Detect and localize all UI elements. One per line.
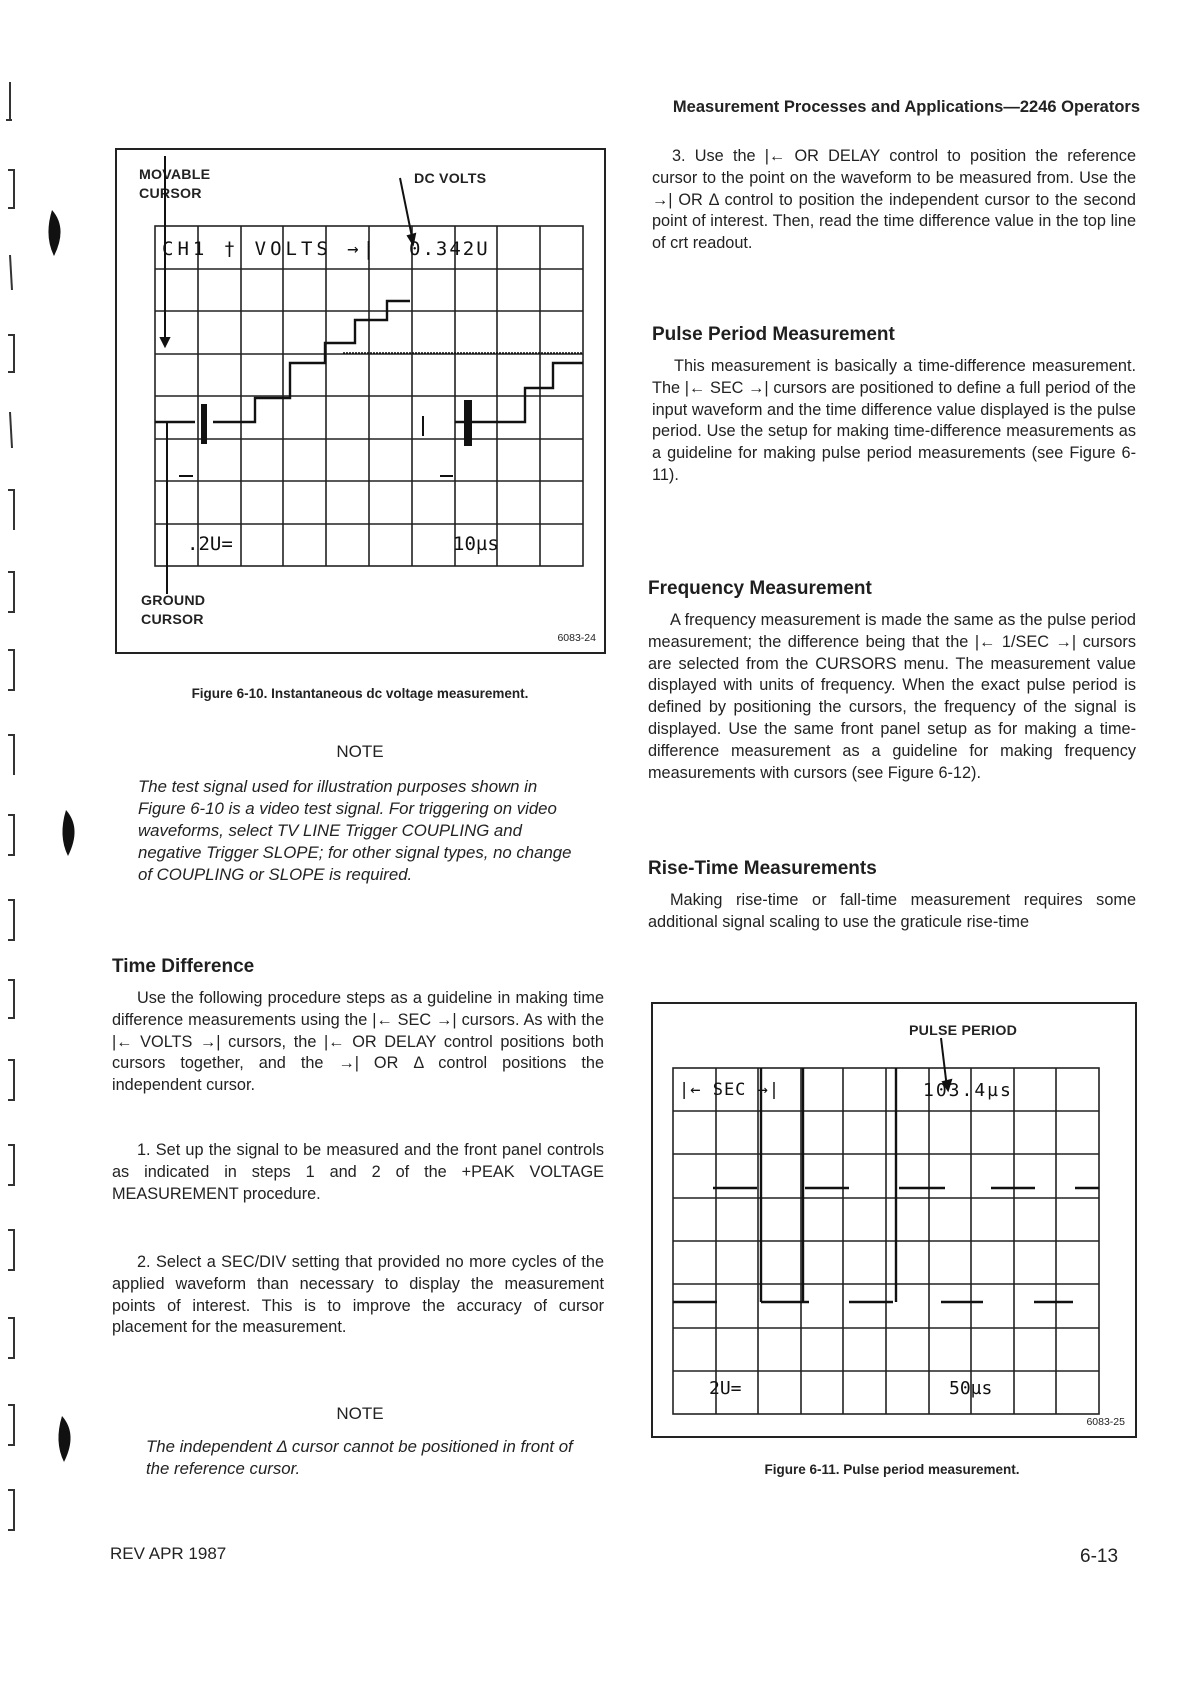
figure-6-10-caption: Figure 6-10. Instantaneous dc voltage measurement. [191,686,529,701]
time-difference-step-2: 2. Select a SEC/DIV setting that provided no more cycles of the applied waveform than necessary to display the measurement points of interest. This is to improve the accuracy of cursor placement for the measurement. [112,1253,604,1337]
frequency-body: A frequency measurement is made the same as the pulse period measurement; the difference being that the |← 1/SEC →| cursors are selected from the CURSORS menu. The measurement value displayed with units of frequency. When the exact pulse period is defined by positioning the cursors, the frequency of the signal is displayed. Use the same front panel setup as for making a time-difference measurement as a guideline for making frequency measurements with cursors (see Figure 6-12). [648,611,1136,782]
crt-readout-value: 0.342U [409,238,490,260]
note-2-title: NOTE [336,1404,384,1423]
note-1-title: NOTE [336,742,384,761]
note-1-body: The test signal used for illustration purposes shown in Figure 6-10 is a video test signal. For triggering on video waveforms, select TV LINE Trigger COUPLING and negative Trigger SLOPE; for other signal types, no change of COUPLING or SLOPE is required. [138,777,572,884]
time-difference-step-1: 1. Set up the signal to be measured and the front panel controls as indicated in steps 1 and 2 of the +PEAK VOLTAGE MEASUREMENT procedure. [112,1141,604,1203]
figure-number: 6083-24 [557,632,596,644]
crt-readout-scale: .2U= [187,533,233,555]
footer-revision: REV APR 1987 [110,1544,227,1563]
time-difference-intro: Use the following procedure steps as a guideline in making time difference measurements using the |← SEC →| cursors. As with the |← VOLTS →| cursors, the |← OR DELAY control positions both cursors together, and the →| OR Δ control positions the independent cursor. [112,989,604,1095]
footer-page-number: 6-13 [1080,1546,1119,1567]
step-3: 3. Use the |← OR DELAY control to position the reference cursor to the point on the waveform to be measured from. Use the →| OR Δ control to position the independent cursor to the second point of interest. Then, read the time difference value in the top line of crt readout. [652,147,1136,253]
crt-display-6-11 [673,1068,1099,1414]
running-header: Measurement Processes and Applications—2246 Operators [672,98,1140,116]
figure-6-11 [651,1002,1137,1438]
crt-readout-top: CH1 † VOLTS →| [162,238,379,260]
label-movable-cursor: MOVABLE CURSOR [139,167,211,202]
crt-readout-period-value: 103.4µs [923,1080,1013,1101]
rise-time-body: Making rise-time or fall-time measurement requires some additional signal scaling to use the graticule rise-time [648,891,1136,931]
heading-frequency: Frequency Measurement [648,578,872,599]
heading-rise-time: Rise-Time Measurements [648,858,877,879]
crt-readout-scale: 2U= [709,1378,742,1399]
label-pulse-period: PULSE PERIOD [909,1023,1018,1039]
heading-pulse-period: Pulse Period Measurement [652,324,895,345]
margin-marks [0,0,80,1684]
label-ground-cursor: GROUND CURSOR [141,593,206,628]
heading-time-difference: Time Difference [112,956,255,977]
crt-readout-sec: |← SEC →| [679,1080,781,1100]
figure-number: 6083-25 [1086,1416,1125,1428]
figure-6-10 [115,148,606,654]
crt-readout-timebase: 10µs [453,533,499,555]
crt-readout-timebase: 50µs [949,1378,993,1399]
crt-display-6-10 [155,226,583,566]
pulse-period-body: This measurement is basically a time-difference measurement. The |← SEC →| cursors are positioned to define a full period of the input waveform and the time difference value displayed is the pulse period. Use the setup for making time-difference measurements as a guideline for making pulse period measurements (see Figure 6-11). [652,357,1136,484]
figure-6-11-caption: Figure 6-11. Pulse period measurement. [764,1462,1020,1477]
label-dc-volts: DC VOLTS [414,171,487,187]
note-2-body: The independent Δ cursor cannot be positioned in front of the reference cursor. [146,1437,573,1478]
binding-marks-graphic [0,0,80,1684]
